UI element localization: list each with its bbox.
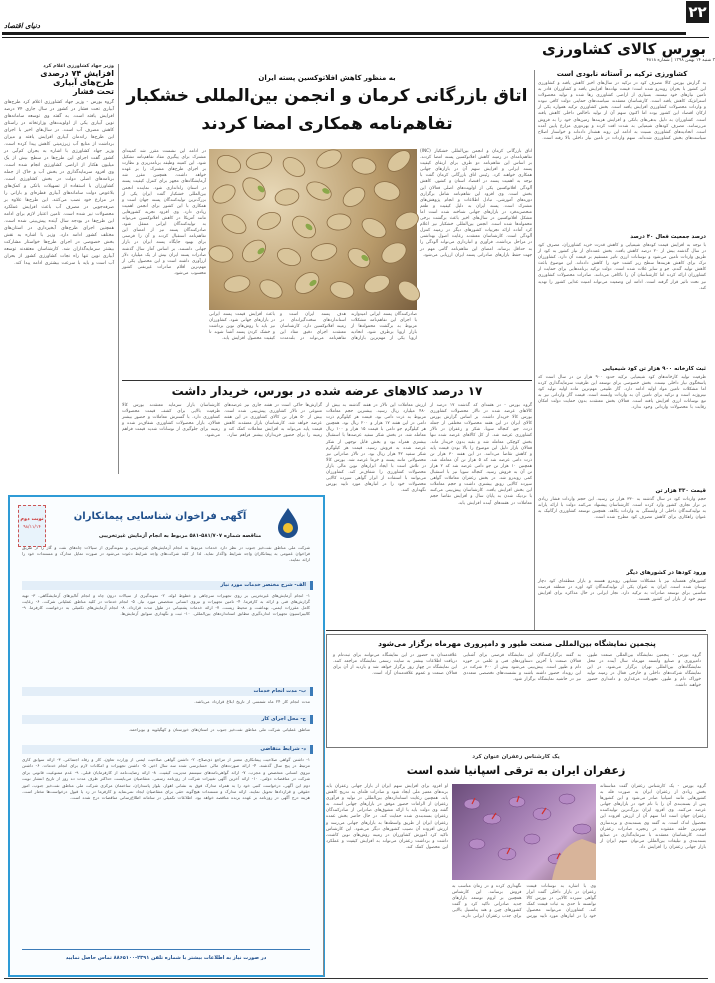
bottom-divider-1: [323, 630, 324, 976]
mid-body-4: کارشناسان بازار سرمایه معتقدند بورس کالا ظرفیت بالایی برای کشف قیمت محصولات کشاورزی دارد. با گسترش معاملات و حضور بیشتر فعالان، بازار محصولات کشاورزی شفاف‌تر شده و زمینه برای جلوگیری از نوسانات شدید قیمت فراهم می‌شود.: [122, 403, 220, 439]
pistachio-illustration: [209, 149, 417, 310]
header-thin-rule: [2, 37, 709, 38]
left-column: [4, 64, 114, 474]
bottom-box-top-rule: [326, 630, 706, 631]
right-col-sub-3: قیمت ۳۳۰ هزار تن: [655, 488, 706, 494]
right-col-divider: [534, 70, 535, 630]
main-body-bottom: صادرکنندگان پسته ایرانی امیدوارند با اجرای این تفاهم‌نامه مشکلات مربوط به برگشت محموله‌ها از بازار اروپا برطرف شود. اتحادیه اروپا یکی از مهم‌ترین بازارهای هدف پسته ایران است و استانداردهای سخت‌گیرانه‌ای در زمینه افلاتوکسین دارد. کارشناسان معتقدند اجرای دقیق مفاد این تفاهم‌نامه می‌تواند در بلندمدت باعث افزایش قیمت پسته ایرانی در بازارهای جهانی شود. کشاورزان نیز باید با روش‌های نوین برداشت و خشک کردن پسته آشنا شوند تا کیفیت محصول افزایش یابد.: [209, 312, 417, 342]
mid-body-3: گزارش‌ها حاکی است در هفته جاری نیز عرضه‌های متنوعی در تالار کشاورزی پیش‌بینی شده است. بیش از ۵۰ هزار تن کالای کشاورزی در این هفته عرضه خواهد شد. کارشناسان بازار معتقدند کاهش قیمت پایه می‌تواند به افزایش معاملات کمک کند و زمینه را برای حضور خریداران بیشتر فراهم سازد.: [224, 403, 322, 439]
saffron-headline: زعفران ایران به ترقی اسپانیا شده است: [406, 764, 626, 777]
page-number: ۲۲: [688, 3, 707, 21]
right-col-body-5: کشورهای همسایه نیز با مشکلات مشابهی روبه‌رو هستند و بازار منطقه‌ای کود دچار نوسان شده است. ایران به عنوان یکی از تولیدکنندگان کود اوره در منطقه فرصت مناسبی برای توسعه صادرات به ترکیه دارد. تجار ایرانی در حال مذاکره برای افزایش سهم خود از بازار این کشور هستند.: [538, 579, 706, 603]
right-col-body-1: به گزارش بورس کالا مصرف کود در ترکیه در سال‌های اخیر کاهش یافته و کشاورزی این کشور با بحران روبه‌رو شده است؛ قیمت نهاده‌ها افزایش یافته و کشاورزان قادر به تامین نیازهای خود نیستند. بسیاری از اراضی کشاورزی رها شده و تولید محصولات استراتژیک کاهش یافته است. کارشناسان معتقدند سیاست‌های حمایتی دولت کافی نبوده و واردات محصولات کشاورزی افزایش یافته است. بخش کشاورزی ترکیه همواره یکی از ارکان اقتصاد این کشور بوده اما اکنون سهم آن از تولید ناخالص داخلی کاهش یافته است. کشاورزان به دلیل بدهی‌های بانکی و افزایش هزینه‌ها زمین‌های خود را به فروش می‌رسانند. مصرف کودهای شیمیایی به شدت افت کرده و بهره‌وری مزارع پایین آمده است. اتحادیه‌های کشاورزی نسبت به ادامه این روند هشدار داده‌اند و خواستار اصلاح سیاست‌های بخش کشاورزی شده‌اند. سهم واردات در تامین نیاز داخلی بالا رفته است.: [538, 81, 706, 141]
left-col-kicker: وزیر جهاد کشاورزی اعلام کرد: [43, 64, 114, 69]
left-col-divider: [118, 64, 119, 474]
ad-section-4: [22, 745, 313, 754]
ad-stamp-line1: نوبت دوم: [20, 516, 44, 522]
left-col-body: گروه بورس - وزیر جهاد کشاورزی اعلام کرد طرح‌های آبیاری تحت فشار در کشور در سال جاری ۷۴ درصد افزایش یافته است. به گفته وی توسعه سامانه‌های نوین آبیاری یکی از اولویت‌های وزارتخانه در راستای کاهش مصرف آب است. در سال‌های اخیر با اجرای این طرح‌ها راندمان آبیاری افزایش یافته و میزان برداشت از منابع آب زیرزمینی کاهش پیدا کرده است. وزیر جهاد کشاورزی با اشاره به بحران کم‌آبی در کشور گفت اجرای این طرح‌ها در سطح بیش از یک میلیون هکتار از اراضی کشاورزی انجام شده است. وی افزود سرمایه‌گذاری در بخش آب و خاک از جمله برنامه‌های اصلی دولت در بخش کشاورزی است. کشاورزان با استفاده از تسهیلات بانکی و کمک‌های بلاعوض دولت سامانه‌های آبیاری قطره‌ای و بارانی را در مزارع خود نصب می‌کنند. این طرح‌ها علاوه بر صرفه‌جویی در مصرف آب باعث افزایش عملکرد محصولات نیز شده است. تامین اعتبار لازم برای ادامه این طرح‌ها در بودجه سال آینده پیش‌بینی شده است. همچنین اجرای طرح‌های آبخیزداری در استان‌های مختلف کشور ادامه دارد. وزیر با اشاره به نقش بخش خصوصی در اجرای طرح‌ها خواستار مشارکت بیشتر سرمایه‌گذاران شد. کارشناسان معتقدند توسعه آبیاری نوین تنها راه نجات کشاورزی کشور از بحران آب است و باید با سرعت بیشتری ادامه پیدا کند.: [4, 100, 114, 266]
ad-footer-text: در صورت نیاز به اطلاعات بیشتر با شماره تلفن ۲۳۹۱-۸۸۶۵۱۰۰ تماس حاصل نمایید: [65, 955, 267, 961]
ad-section-1: [22, 581, 313, 590]
ad-section-3-body: مناطق عملیاتی شرکت ملی مناطق نفت‌خیز جنوب در استان‌های خوزستان و کهگیلویه و بویراحمد.: [128, 727, 310, 732]
bottom-box-headline: پنجمین نمایشگاه بین‌المللی صنعت طیور و دامپروری مهرماه برگزار می‌شود: [378, 639, 656, 648]
right-col-sub-2: ثبت کارخانه ۹۰۰ هزار تن کود شیمیایی: [602, 366, 706, 372]
ad-stamp: [18, 505, 46, 547]
saffron-body-3: او افزود برای افزایش سهم ایران از بازار جهانی زعفران باید برندهای معتبر ملی ایجاد شود و صادرات فله‌ای به تدریج کاهش یابد. همچنین رعایت استانداردهای بین‌المللی در تولید و فرآوری زعفران از الزامات حضور موفق در بازارهای جهانی است. به گفته وی دولت باید با ارائه مشوق‌های صادراتی از صادرکنندگان زعفران بسته‌بندی شده حمایت کند. در حال حاضر بخش عمده زعفران ایران از طریق واسطه‌ها به بازارهای جهانی می‌رسد و ارزش افزوده آن نصیب کشورهای دیگر می‌شود. این کارشناس تاکید کرد آموزش کشاورزان در زمینه روش‌های نوین کاشت، داشت و برداشت زعفران می‌تواند به افزایش کیفیت و عملکرد این محصول کمک کند.: [326, 784, 448, 850]
ad-section-2: [22, 687, 313, 696]
right-col-title: کشاورزی ترکیه بر آستانه نابودی است: [556, 70, 688, 78]
page-header: [0, 0, 715, 63]
saffron-body-2: وی با اشاره به نوسانات قیمت زعفران در بازار داخلی گفت ابزار گواهی سپرده کالایی در بورس کالا توانسته تا حدی به ثبات قیمت کمک کند. کشاورزان می‌توانند محصول خود را در انبارهای مورد تایید بورس نگهداری کرده و در زمان مناسب به فروش برسانند. این کارشناس همچنین بر لزوم توسعه بازارهای جدید صادراتی تاکید کرد و گفت کشورهای چین و هند پتانسیل بالایی برای جذب زعفران ایرانی دارند.: [452, 884, 596, 920]
ad-section-3-label: ج- محل اجرای کار: [261, 716, 306, 722]
ad-subtitle: مناقصه شماره ۵۸۱/۷۰۷-۵۸۱ مربوط به انجام آزمایش غیرتخریبی: [98, 533, 262, 539]
main-headline-2: تفاهم‌نامه همکاری امضا کردند: [201, 114, 453, 134]
ad-section-2-label: ب- مدت انجام خدمات: [253, 688, 306, 694]
mid-body-2: ارزش معاملات این تالار در هفته گذشته به بیش از ۴۸۰ میلیارد ریال رسید. بیشترین حجم معاملات مربوط به ذرت دامی بود. قیمت هر کیلوگرم ذرت دامی در این هفته ۱۷ هزار و ۲۰۰ ریال بود. همچنین هر کیلوگرم جو دامی با قیمت ۱۵ هزار و ۱۰۰ ریال معامله شد. در بخش شکر سفید عرضه‌ها با استقبال بیشتری همراه بود و بخش قابل توجهی از شکر عرضه شده به فروش رسید. قیمت هر کیلوگرم شکر سفید ۴۲ هزار ریال بود. در تالار صادراتی نیز محصولاتی مانند پسته و خرما عرضه شد. بورس کالا در تلاش است با ایجاد ابزارهای نوین مالی بازار محصولات کشاورزی را شفاف‌تر کند. کشاورزان می‌توانند با استفاده از ابزار گواهی سپرده کالایی محصولات خود را در انبارهای مورد تایید بورس نگهداری کنند.: [326, 403, 426, 494]
saffron-body-1: گروه بورس - یک کارشناس زعفران گفت متاسفانه بخش زیادی از زعفران ایران به صورت فله به کشورهایی مانند اسپانیا صادر می‌شود و این کشورها پس از بسته‌بندی آن را با نام خود در بازارهای جهانی عرضه می‌کنند. وی افزود ایران بزرگ‌ترین تولیدکننده زعفران جهان است اما سهم آن از ارزش افزوده این محصول اندک است. به گفته وی بسته‌بندی و برندسازی مهم‌ترین حلقه مفقوده در زنجیره صادرات زعفران است. کارشناسان معتقدند با سرمایه‌گذاری در صنایع بسته‌بندی و تبلیغات بین‌المللی می‌توان سهم ایران از بازار جهانی زعفران را افزایش داد.: [600, 784, 706, 850]
main-body-left: در ادامه این نشست مقرر شد کمیته‌ای مشترک برای پیگیری مفاد تفاهم‌نامه تشکیل شود. این کمیته وظیفه برنامه‌ریزی و نظارت بر اجرای طرح‌های مشترک را بر عهده خواهد داشت. همچنین مقرر شد آزمایشگاه‌های مجهز برای کنترل کیفیت پسته در استان راه‌اندازی شود. نماینده انجمن بین‌المللی خشکبار گفت ایران یکی از بزرگ‌ترین تولیدکنندگان پسته جهان است و همکاری با این کشور برای انجمن اهمیت زیادی دارد. وی افزود تجربه کشورهایی مانند آمریکا در کاهش افلاتوکسین می‌تواند به تولیدکنندگان ایرانی منتقل شود. صادرکنندگان پسته نیز از امضای این تفاهم‌نامه استقبال کردند و آن را فرصتی برای بهبود جایگاه پسته ایران در بازار جهانی دانستند. بر اساس آمار سال گذشته صادرات پسته ایران بیش از یک میلیارد دلار ارزآوری داشته است و این محصول یکی از مهم‌ترین اقلام صادرات غیرنفتی کشور محسوب می‌شود.: [122, 149, 206, 276]
right-column: [538, 70, 706, 632]
page-number-box: [686, 1, 709, 23]
pistachio-photo: [209, 149, 417, 310]
bottom-box-body-2: به گفته برگزارکنندگان این نمایشگاه فرصتی برای آشنایی فعالان صنعت با آخرین دستاوردهای فنی و علمی در حوزه دام و طیور است. پیش‌بینی می‌شود بیش از ۳۰۰ شرکت در این رویداد حضور داشته باشند و نشست‌های تخصصی متعددی نیز در حاشیه نمایشگاه برگزار شود.: [463, 653, 582, 683]
main-body-right: اتاق بازرگانی کرمان و انجمن بین‌المللی خشکبار (INC) تفاهم‌نامه‌ای در زمینه کاهش افلاتوکسین پسته امضا کردند. بر اساس این تفاهم‌نامه دو طرف برای ارتقای کیفیت پسته ایرانی و افزایش سهم آن در بازارهای جهانی همکاری خواهند کرد. رئیس اتاق بازرگانی کرمان گفت با توجه به اهمیت پسته در اقتصاد استان و کشور، کاهش آلودگی افلاتوکسین یکی از اولویت‌های اصلی فعالان این بخش است. وی افزود این تفاهم‌نامه شامل برگزاری دوره‌های آموزشی، تبادل اطلاعات و انجام پژوهش‌های مشترک است. پسته ایران به دلیل کیفیت و طعم منحصربه‌فرد در بازارهای جهانی شناخته شده است اما مشکل افلاتوکسین در سال‌های اخیر باعث برگشت برخی محموله‌ها شده است. انجمن بین‌المللی خشکبار نیز اعلام کرد آماده ارائه تجربیات کشورهای دیگر در زمینه کنترل آلودگی است. کارشناسان معتقدند رعایت اصول بهداشتی در مراحل برداشت، فرآوری و انبارداری می‌تواند آلودگی را به حداقل برساند. امضای این تفاهم‌نامه گامی مهم در جهت حفظ بازارهای صادراتی پسته ایران ارزیابی می‌شود.: [420, 149, 532, 258]
section-title: بورس کالای کشاورزی: [541, 40, 706, 58]
mid-top-rule: [122, 380, 532, 381]
right-col-body-4: حجم واردات کود در سال گذشته به ۳۳۰ هزار تن رسید. این حجم واردات فشار زیادی بر تراز تجاری کشور وارد کرده است. کارشناسان پیشنهاد می‌کنند دولت با ارائه یارانه به تولیدکنندگان داخلی از وابستگی به واردات بکاهد. همچنین توسعه کشاورزی ارگانیک به عنوان راهکاری برای کاهش مصرف کود مطرح شده است.: [538, 497, 706, 521]
ad-box: [8, 495, 325, 977]
main-headline-1: اتاق بازرگانی کرمان و انجمن بین‌المللی خشکبار: [126, 86, 528, 106]
date-line: ۳ شنبه ۱۴ بهمن ۱۳۹۸ | شماره ۴۸۱۸: [646, 58, 715, 63]
ad-footer: [22, 949, 310, 968]
bottom-box-body-3: علاقه‌مندان به حضور در این نمایشگاه می‌توانند برای ثبت‌نام و دریافت اطلاعات بیشتر به سایت رسمی نمایشگاه مراجعه کنند. این نمایشگاه در چهار روز برگزار خواهد شد و بازدید از آن برای فعالان صنعت و عموم علاقه‌مندان آزاد است.: [333, 653, 457, 677]
right-col-body-3: ظرفیت تولید کارخانه‌های کود شیمیایی ترکیه حدود ۹۰۰ هزار تن در سال است که پاسخگوی نیاز داخلی نیست. بخش خصوصی برای توسعه این ظرفیت سرمایه‌گذاری کرده اما مشکلات تامین مواد اولیه ادامه دارد. گاز طبیعی مهم‌ترین ماده اولیه تولید کود نیتروژنه است و ترکیه برای تامین آن به واردات وابسته است. قیمت گاز وارداتی نیز به تبع نوسانات ارزی افزایش یافته است. فعالان بخش معتقدند بدون حمایت دولت امکان رقابت با محصولات وارداتی وجود ندارد.: [538, 375, 706, 411]
header-rule: [2, 32, 686, 35]
logo-text: دنیای اقتصاد: [4, 22, 40, 30]
mid-body-1: گروه بورس - در هفته‌ای که گذشت ۱۷ درصد از کالاهای عرضه شده در تالار محصولات کشاورزی بورس کالا خریدار داشت. بر اساس گزارش بورس کالای ایران در این هفته محصولات مختلفی از جمله ذرت، جو، کنجاله سویا، شکر و زعفران در تالار کشاورزی عرضه شد. از کل کالاهای عرضه شده تنها بخش کوچکی معامله شد و بقیه بدون خریدار ماند. فعالان بازار دلیل این موضوع را بالا بودن قیمت پایه و کاهش تقاضا می‌دانند. در این هفته ۳۰ هزار تن ذرت دامی عرضه شد که ۵ هزار تن آن معامله شد. همچنین ۱۰ هزار تن جو دامی عرضه شد که ۲ هزار تن آن به فروش رسید. کنجاله سویا نیز با استقبال کمی روبه‌رو شد. در بخش زعفران معاملات گواهی سپرده کالایی رونق بیشتری داشت و حجم معاملات این بخش افزایش یافت. کارشناسان پیش‌بینی می‌کنند با نزدیک شدن به پایان سال و افزایش تقاضا حجم معاملات در هفته‌های آینده افزایش یابد.: [430, 403, 532, 506]
bottom-box: [326, 634, 708, 748]
left-col-title-1: افزایش ۷۴ درصدی: [40, 69, 114, 78]
ad-section-3: [22, 715, 313, 724]
right-col-sub-4: ورود کودها در کشورهای دیگر: [626, 570, 706, 576]
page-bottom-rule: [4, 978, 708, 979]
saffron-subhead: یک کارشناس زعفران عنوان کرد: [472, 754, 560, 760]
ad-section-1-label: الف- شرح مختصر خدمات مورد نیاز: [220, 582, 306, 588]
main-kicker: به منظور کاهش افلاتوکسین پسته ایران: [258, 74, 396, 82]
left-col-title-2: طرح‌های آبیاری: [53, 78, 114, 87]
ad-section-1-body: ۱- انجام آزمایش‌های غیرتخریبی بر روی تجهیزات سرچاهی و خطوط لوله. ۲- نمونه‌گیری از سیالات درون چاه و انجام آنالیزهای آزمایشگاهی. ۳- تهیه گزارش‌های فنی و ارائه به کارفرما. ۴- تامین تجهیزات و نیروی انسانی متخصص مورد نیاز. ۵- انجام خدمات در کلیه مناطق عملیاتی شرکت. ۶- رعایت کامل مقررات ایمنی، بهداشت و محیط زیست. ۷- ارائه خدمات پشتیبانی در طول مدت قرارداد. ۸- انجام آزمایش‌های تکمیلی به درخواست کارفرما. ۹- کالیبراسیون تجهیزات اندازه‌گیری مطابق استانداردهای بین‌المللی. ۱۰- ثبت و نگهداری سوابق آزمایش‌ها.: [22, 593, 311, 617]
right-col-body-2: با توجه به افزایش قیمت کودهای شیمیایی و کاهش قدرت خرید کشاورزان، مصرف کود در سال گذشته بیش از ۲۰ درصد کاهش یافت. بخش عمده‌ای از نیاز کشور به کود از طریق واردات تامین می‌شود و نوسانات ارزی تاثیر مستقیم بر قیمت آن دارد. کشاورزان ترک برای کاهش هزینه‌ها سطح زیر کشت خود را کاهش داده‌اند. این موضوع باعث کاهش تولید گندم، جو و سایر غلات شده است. دولت ترکیه برنامه‌هایی برای حمایت از کشاورزان ارائه کرده اما کارشناسان آن را ناکافی می‌دانند. صادرات محصولات کشاورزی نیز تحت تاثیر قرار گرفته است. ادامه این وضعیت می‌تواند امنیت غذایی کشور را تهدید کند.: [538, 243, 706, 291]
left-col-title-3: تحت فشار: [72, 87, 114, 96]
saffron-photo: [452, 784, 596, 880]
bottom-box-body-1: گروه بورس - پنجمین نمایشگاه بین‌المللی صنعت طیور، دامپروری و صنایع وابسته مهرماه سال آینده در محل نمایشگاه‌های بین‌المللی تهران برگزار می‌شود. در این نمایشگاه شرکت‌های داخلی و خارجی فعال در زمینه تولید خوراک دام و طیور، تجهیزات مرغداری و دامداری حضور خواهند داشت.: [587, 653, 701, 689]
saffron-flowers-illustration: [452, 784, 596, 880]
ad-title: آگهی فراخوان شناسایی پیمانکاران: [73, 511, 247, 522]
right-col-sub-1: درصد جمعیت فعال ۴۰ درصد: [630, 234, 706, 240]
ad-intro: شرکت ملی مناطق نفت‌خیز جنوب در نظر دارد خدمات مربوط به انجام آزمایش‌های غیرتخریبی و نمونه‌گیری از سیالات چاه‌های نفت و گاز را از طریق فراخوان عمومی به پیمانکاران واجد شرایط واگذار نماید. لذا از کلیه شرکت‌های واجد شرایط دعوت می‌شود در صورت تمایل مدارک و مستندات خود را ارائه نمایند.: [22, 545, 310, 563]
ad-section-4-body: ۱- داشتن گواهی صلاحیت پیمانکاری معتبر از مراجع ذی‌صلاح. ۲- داشتن گواهی صلاحیت ایمنی از وزارت تعاون، کار و رفاه اجتماعی. ۳- ارائه سوابق کاری مرتبط در پنج سال گذشته. ۴- ارائه صورت‌های مالی حسابرسی شده سه سال اخیر. ۵- داشتن تجهیزات و امکانات لازم برای انجام خدمات. ۶- داشتن نیروی انسانی متخصص و مجرب. ۷- ارائه گواهی‌نامه‌های سیستم مدیریت کیفیت. ۸- ارائه رضایت‌نامه از کارفرمایان قبلی. ۹- عدم ممنوعیت قانونی برای شرکت در مناقصات دولتی. ۱۰- ارائه آخرین آگهی تغییرات شرکت از روزنامه رسمی. متقاضیان می‌بایست حداکثر ظرف مدت ده روز از تاریخ انتشار نوبت دوم این آگهی، درخواست کتبی خود را به همراه مدارک فوق به نشانی اهواز، بلوار پاسداران، ساختمان مرکزی شرکت ملی مناطق نفت‌خیز جنوب، امور حقوقی و قراردادها تحویل نمایند. ارائه مدارک و مستندات هیچ‌گونه حقی برای متقاضیان ایجاد نمی‌نماید و کارفرما در رد یا قبول درخواست‌ها مختار است. هزینه درج آگهی در روزنامه بر عهده برنده مناقصه خواهد بود. اطلاعات تکمیلی در سامانه اطلاع‌رسانی مناقصات درج شده است.: [22, 757, 311, 801]
ad-section-2-body: مدت انجام کار ۲۴ ماه شمسی از تاریخ ابلاغ قرارداد می‌باشد.: [194, 699, 310, 704]
ad-section-4-label: د- شرایط متقاضی: [260, 746, 306, 752]
mid-headline: ۱۷ درصد کالاهای عرضه شده در بورس، خریدار داشت: [171, 384, 483, 398]
ad-stamp-line2: ۹۸/۱۱/۱۴: [23, 525, 41, 530]
